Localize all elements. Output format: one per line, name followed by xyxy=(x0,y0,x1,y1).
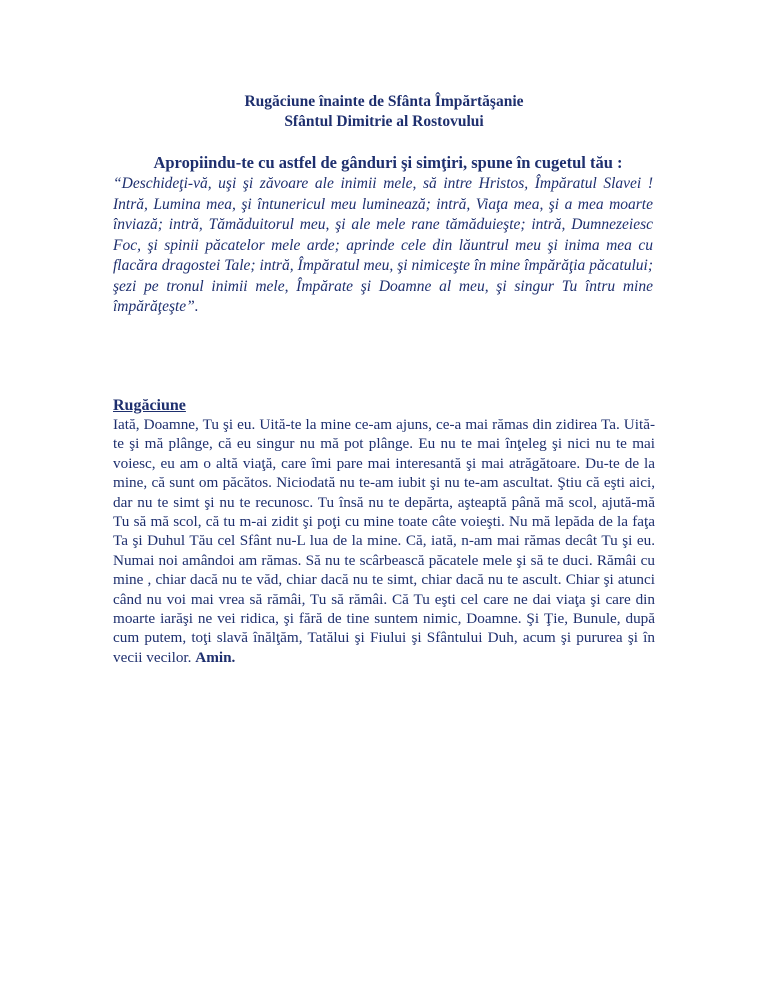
intro-lead: Apropiindu-te cu astfel de gânduri şi simţiri, spune în cugetul tău : xyxy=(153,153,623,172)
document-title xyxy=(0,92,768,132)
prayer-text: Iată, Doamne, Tu şi eu. Uită-te la mine ce-am ajuns, ce-a mai rămas din zidirea Ta. Uită-te şi mă plânge, că eu singur nu mă pot plânge. Eu nu te mai înţeleg şi nici nu te mai voiesc, eu am o altă viaţă, care îmi pare mai interesantă şi mai atrăgătoare. Du-te de la mine, că sunt om păcătos. Niciodată nu te-am iubit şi nu te-am ascultat. Ştiu că eşti aici, dar nu te simt şi nu te recunosc. Tu însă nu te depărta, aşteaptă până mă scol, ajută-mă Tu să mă scol, că tu m-ai zidit şi poţi cu mine toate câte voieşti. Nu mă lepăda de la faţa Ta şi Duhul Tău cel Sfânt nu-L lua de la mine. Că, iată, n-am mai rămas decât Tu şi eu. Numai noi amândoi am rămas. Să nu te scârbească păcatele mele şi să te duci. Rămâi cu mine , chiar dacă nu te văd, chiar dacă nu te simt, chiar dacă nu te ascult. Chiar şi atunci când nu voi mai vrea să rămâi, Tu să rămâi. Că Tu eşti cel care ne dai viaţa şi care din moarte iarăşi ne vei ridica, şi fără de tine suntem nimic, Doamne. Şi Ţie, Bunule, după cum putem, toţi slavă înălţăm, Tatălui şi Fiului şi Sfântului Duh, acum şi pururea şi în vecii vecilor. xyxy=(113,416,655,666)
title-line-2: Sfântul Dimitrie al Rostovului xyxy=(284,113,484,130)
intro-section xyxy=(113,153,653,318)
prayer-section xyxy=(113,396,655,667)
prayer-closing: Amin. xyxy=(195,648,236,666)
prayer-body xyxy=(113,415,655,667)
intro-quote: “Deschideţi-vă, uşi şi zăvoare ale inimii mele, să intre Hristos, Împăratul Slavei ! Intră, Lumina mea, şi întunericul meu luminează; intră, Viaţa mea, şi a mea moarte înviază; intră, Tămăduitorul meu, şi ale mele rane tămăduieşte; intră, Dumnezeiesc Foc, şi spinii păcatelor mele arde; aprinde cele din lăuntrul meu şi inima mea cu flacăra dragostei Tale; intră, Împăratul meu, şi nimiceşte în mine împărăţia păcatului; şezi pe tronul inimii mele, Împărate şi Doamne al meu, şi singur Tu întru mine împărăţeşte”. xyxy=(113,175,653,315)
prayer-heading: Rugăciune xyxy=(113,397,186,414)
title-line-1: Rugăciune înainte de Sfânta Împărtăşanie xyxy=(244,93,524,110)
